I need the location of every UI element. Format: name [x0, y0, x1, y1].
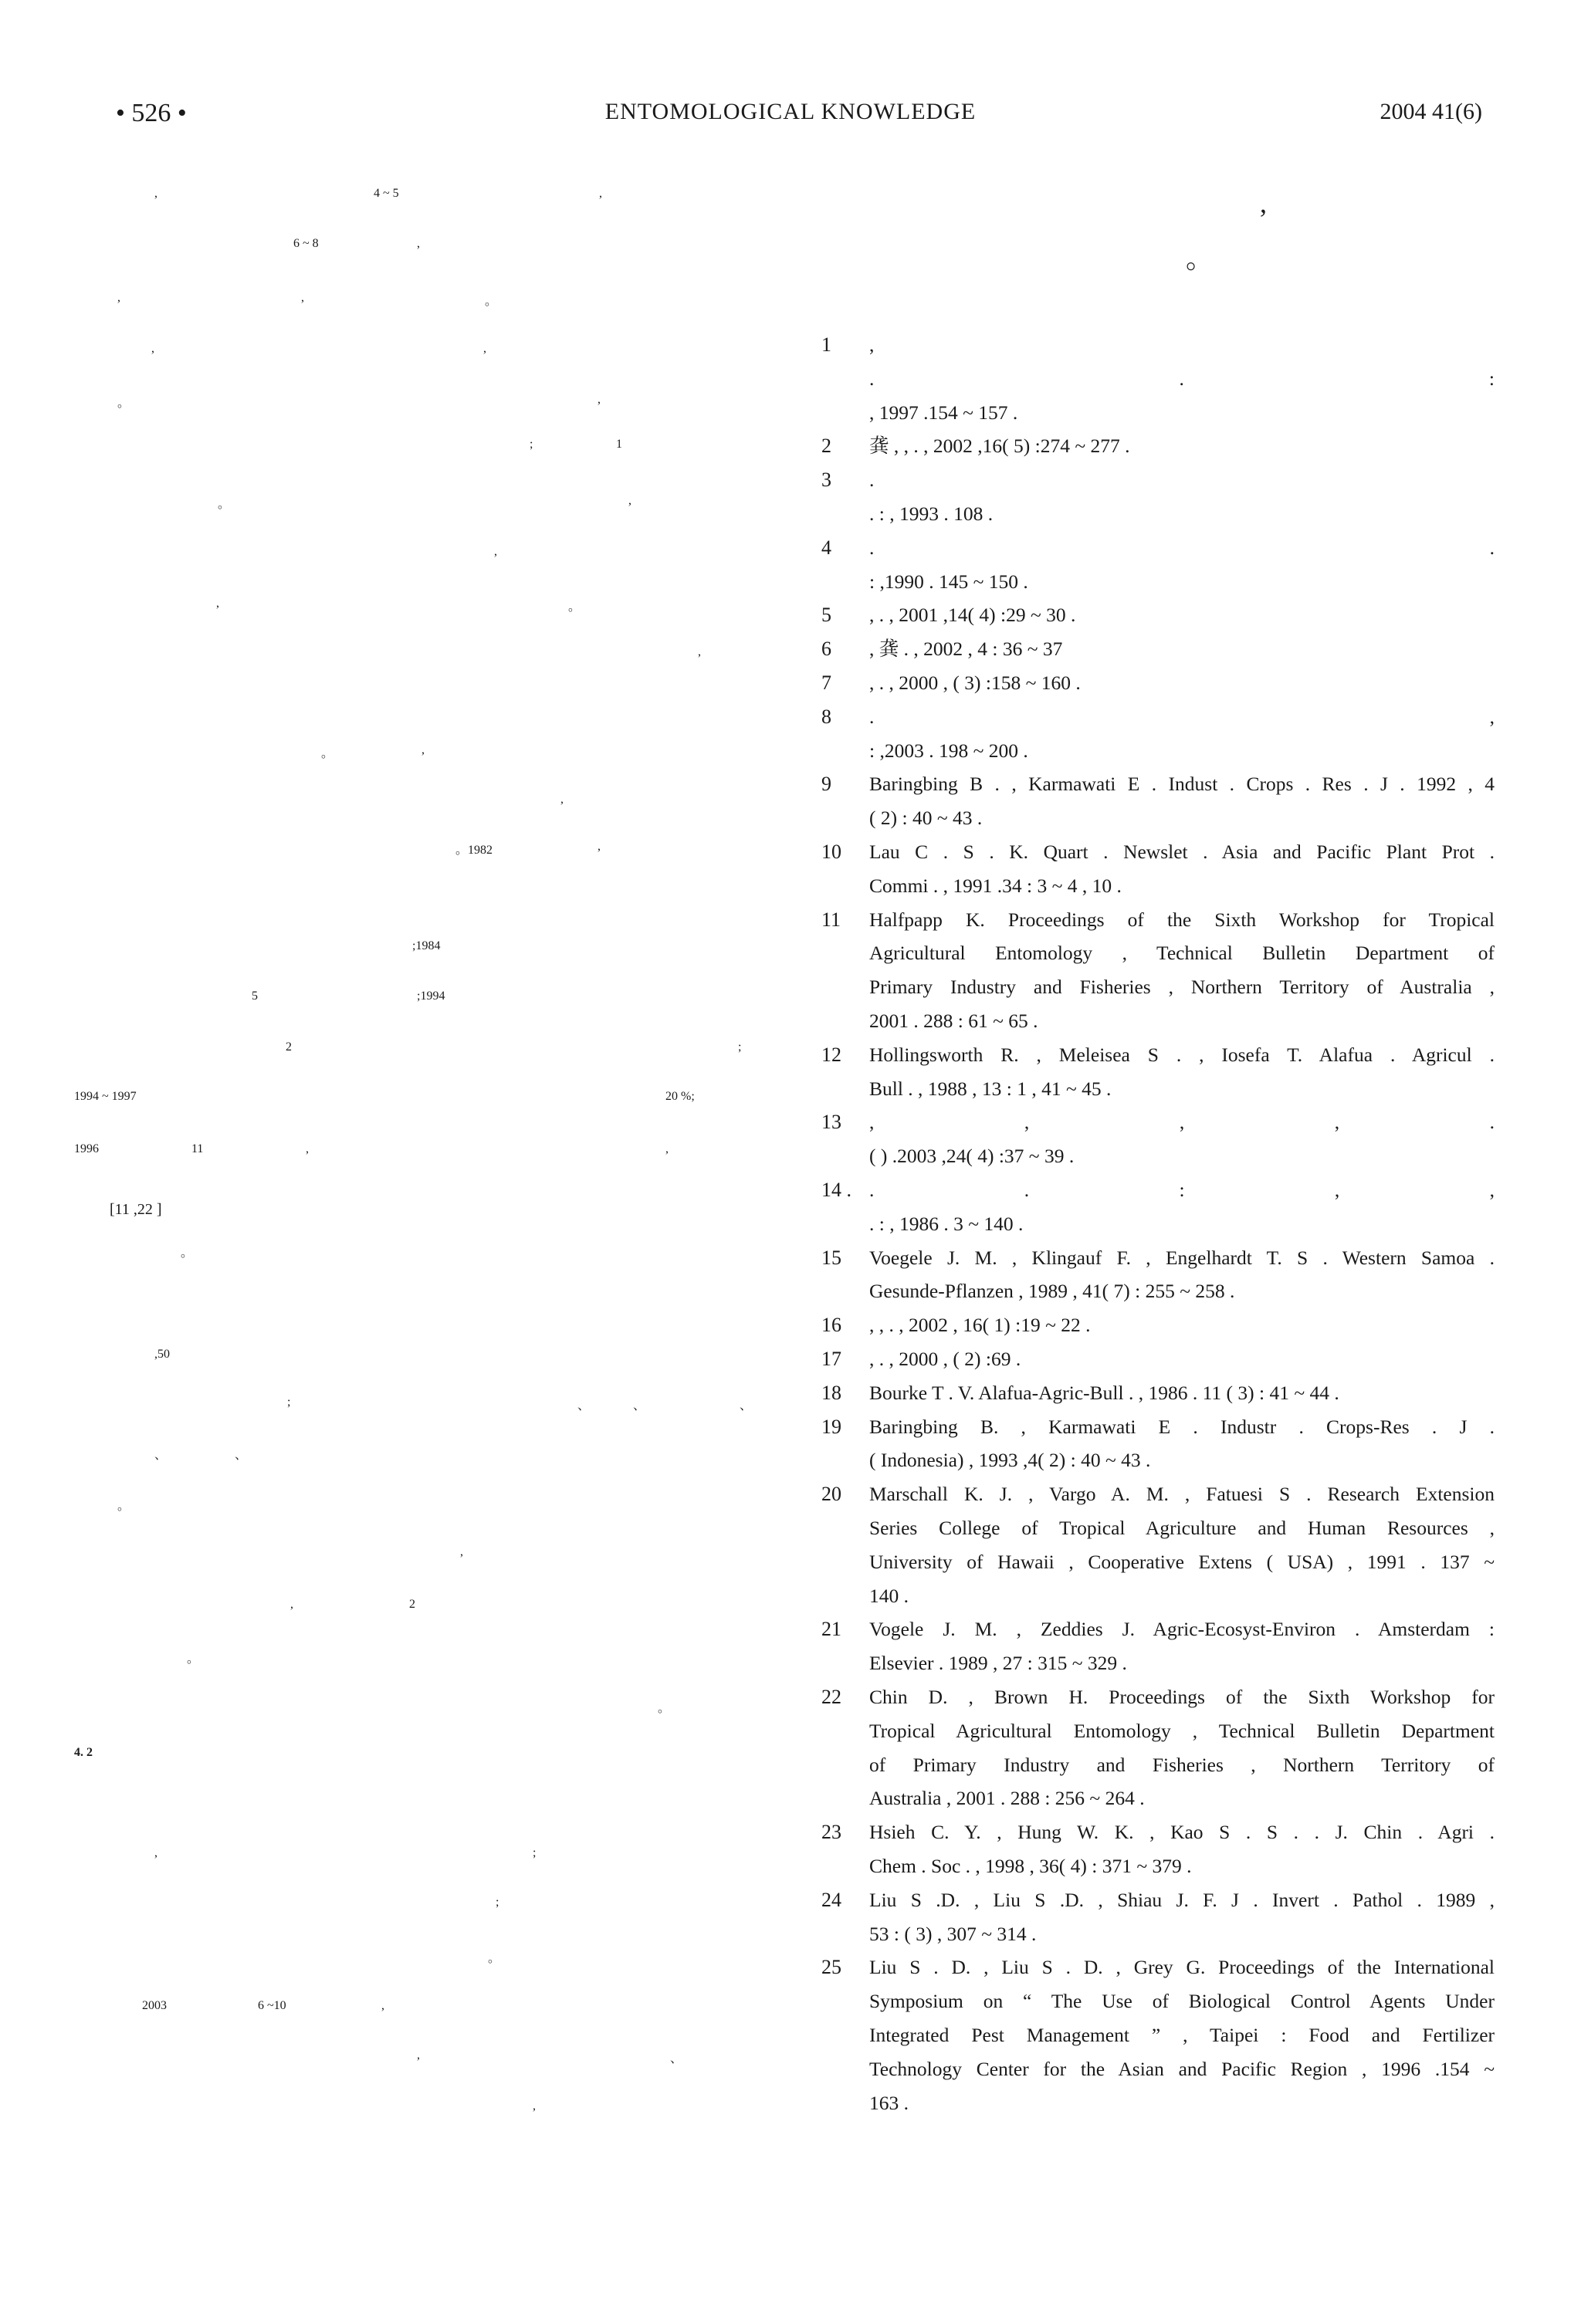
body-fragment: 1996: [74, 1142, 99, 1155]
body-fragment: 。: [187, 1653, 200, 1666]
body-fragment: 。1982: [455, 844, 493, 857]
reference-line: Primary Industry and Fisheries , Northern Territory of Australia ,: [869, 976, 1495, 999]
reference-line: : ,2003 . 198 ~ 200 .: [869, 739, 1028, 762]
reference-line: . . :: [869, 367, 1495, 390]
body-fragment: ,: [483, 342, 486, 355]
reference-line: , . , 2000 , ( 3) :158 ~ 160 .: [869, 671, 1081, 694]
reference-number: 25: [821, 1956, 841, 1979]
reference-line: Elsevier . 1989 , 27 : 315 ~ 329 .: [869, 1652, 1127, 1675]
body-fragment: ,: [628, 494, 631, 507]
reference-number: 20: [821, 1483, 841, 1506]
reference-line: University of Hawaii , Cooperative Extens ( USA) , 1991 . 137 ~: [869, 1550, 1495, 1573]
body-fragment: 2003: [142, 1999, 167, 2012]
body-fragment: 5: [252, 989, 258, 1003]
body-fragment: ;1994: [417, 989, 445, 1003]
reference-number: 16: [821, 1314, 841, 1337]
reference-line: Hsieh C. Y. , Hung W. K. , Kao S . S . . J. Chin . Agri .: [869, 1821, 1495, 1844]
body-fragment: ,: [421, 743, 425, 756]
body-fragment: ,: [698, 645, 701, 658]
reference-line: , . , 2000 , ( 2) :69 .: [869, 1348, 1021, 1370]
body-fragment: 、: [154, 1449, 168, 1462]
body-fragment: 。: [117, 397, 130, 410]
reference-number: 15: [821, 1246, 841, 1269]
reference-line: Chem . Soc . , 1998 , 36( 4) : 371 ~ 379 .: [869, 1855, 1192, 1877]
reference-number: 2: [821, 435, 831, 458]
body-fragment: ,: [417, 237, 420, 250]
reference-number: 21: [821, 1618, 841, 1641]
reference-line: Tropical Agricultural Entomology , Technical Bulletin Department: [869, 1719, 1495, 1742]
reference-line: Integrated Pest Management ” , Taipei : Food and Fertilizer: [869, 2024, 1495, 2046]
body-fragment: 。: [485, 295, 498, 308]
reference-number: 13: [821, 1111, 841, 1134]
reference-line: , , , , .: [869, 1111, 1495, 1134]
reference-number: 22: [821, 1686, 841, 1708]
body-fragment: ,: [216, 597, 219, 610]
body-fragment: ,50: [154, 1348, 170, 1361]
body-fragment: ,: [598, 393, 601, 406]
reference-line: . .: [869, 536, 1495, 559]
citation-marker: [11 ,22 ]: [110, 1201, 162, 1218]
reference-line: 龚 , , . , 2002 ,16( 5) :274 ~ 277 .: [869, 435, 1130, 458]
body-fragment: ,: [417, 2048, 420, 2062]
reference-number: 11: [821, 908, 841, 931]
reference-line: Lau C . S . K. Quart . Newslet . Asia and Pacific Plant Prot .: [869, 841, 1495, 863]
body-fragment: ,: [117, 291, 120, 304]
body-fragment: 6 ~ 8: [293, 237, 319, 250]
body-fragment: ;: [496, 1896, 499, 1909]
body-fragment: ;: [738, 1040, 742, 1054]
reference-number: 6: [821, 638, 831, 661]
body-fragment: ,: [151, 342, 154, 355]
body-fragment: 。: [117, 1500, 130, 1513]
body-fragment: 1994 ~ 1997: [74, 1090, 137, 1103]
reference-line: : ,1990 . 145 ~ 150 .: [869, 570, 1028, 593]
reference-number: 17: [821, 1348, 841, 1370]
reference-line: , 龚 . , 2002 , 4 : 36 ~ 37: [869, 638, 1063, 661]
body-fragment: ,: [460, 1545, 463, 1558]
reference-number: 14 .: [821, 1179, 851, 1201]
reference-number: 23: [821, 1821, 841, 1844]
reference-line: Liu S . D. , Liu S . D. , Grey G. Proceedings of the International: [869, 1956, 1495, 1979]
reference-line: , 1997 .154 ~ 157 .: [869, 401, 1018, 424]
reference-line: Hollingsworth R. , Meleisea S . , Iosefa T. Alafua . Agricul .: [869, 1043, 1495, 1066]
reference-line: Vogele J. M. , Zeddies J. Agric-Ecosyst-Environ . Amsterdam :: [869, 1618, 1495, 1641]
body-fragment: ,: [494, 545, 497, 558]
journal-title: ENTOMOLOGICAL KNOWLEDGE: [604, 99, 977, 124]
body-fragment: ,: [560, 793, 564, 806]
reference-line: 2001 . 288 : 61 ~ 65 .: [869, 1010, 1038, 1032]
page-header: [0, 99, 1581, 133]
body-fragment: 2: [286, 1040, 292, 1054]
reference-line: 163 .: [869, 2091, 909, 2114]
reference-line: , . , 2001 ,14( 4) :29 ~ 30 .: [869, 604, 1076, 627]
body-fragment: 、: [670, 2052, 683, 2065]
body-fragment: 、: [235, 1449, 248, 1462]
body-fragment: ;1984: [412, 939, 441, 952]
reference-line: ( ) .2003 ,24( 4) :37 ~ 39 .: [869, 1145, 1075, 1168]
issue-info: 2004 41(6): [1380, 99, 1482, 124]
reference-number: 9: [821, 773, 831, 796]
reference-line: ( 2) : 40 ~ 43 .: [869, 807, 983, 830]
section-heading: 4. 2: [74, 1746, 93, 1759]
body-fragment: ,: [599, 187, 602, 200]
reference-line: Gesunde-Pflanzen , 1989 , 41( 7) : 255 ~ 258 .: [869, 1280, 1235, 1303]
reference-line: of Primary Industry and Fisheries , Northern Territory of: [869, 1753, 1495, 1776]
body-fragment: 。: [321, 747, 334, 760]
reference-line: Baringbing B . , Karmawati E . Indust . Crops . Res . J . 1992 , 4: [869, 773, 1495, 796]
reference-number: 8: [821, 705, 831, 728]
reference-number: 7: [821, 671, 831, 694]
reference-line: , , . , 2002 , 16( 1) :19 ~ 22 .: [869, 1314, 1091, 1337]
reference-line: Bourke T . V. Alafua-Agric-Bull . , 1986 . 11 ( 3) : 41 ~ 44 .: [869, 1381, 1339, 1404]
reference-number: 19: [821, 1415, 841, 1438]
body-fragment: ,: [290, 1598, 293, 1611]
body-fragment: ;: [533, 1846, 537, 1859]
reference-number: 1: [821, 333, 831, 356]
reference-line: Symposium on “ The Use of Biological Control Agents Under: [869, 1990, 1495, 2013]
reference-line: Technology Center for the Asian and Pacific Region , 1996 .154 ~: [869, 2057, 1495, 2080]
reference-line: Commi . , 1991 .34 : 3 ~ 4 , 10 .: [869, 874, 1122, 897]
reference-line: . . : , ,: [869, 1179, 1495, 1201]
reference-line: Halfpapp K. Proceedings of the Sixth Workshop for Tropical: [869, 908, 1495, 931]
body-fragment: 。: [181, 1247, 194, 1260]
body-fragment: 。: [568, 600, 581, 614]
reference-line: Marschall K. J. , Vargo A. M. , Fatuesi S . Research Extension: [869, 1483, 1495, 1506]
reference-line: . ,: [869, 705, 1495, 728]
body-fragment: 1: [616, 438, 622, 451]
reference-number: 18: [821, 1381, 841, 1404]
body-fragment: ;: [530, 438, 533, 451]
body-fragment: 、: [633, 1399, 646, 1412]
body-fragment: ,: [1260, 188, 1267, 218]
reference-line: . : , 1993 . 108 .: [869, 502, 994, 525]
reference-line: Baringbing B. , Karmawati E . Industr . Crops-Res . J .: [869, 1415, 1495, 1438]
reference-line: Series College of Tropical Agriculture and Human Resources ,: [869, 1517, 1495, 1539]
body-fragment: ,: [381, 1999, 384, 2012]
reference-line: Liu S .D. , Liu S .D. , Shiau J. F. J . Invert . Pathol . 1989 ,: [869, 1888, 1495, 1911]
body-fragment: ,: [665, 1142, 669, 1155]
reference-number: 5: [821, 604, 831, 627]
reference-number: 4: [821, 536, 831, 559]
body-fragment: 6 ~10: [258, 1999, 286, 2012]
body-fragment: 2: [409, 1598, 415, 1611]
body-fragment: 、: [740, 1399, 753, 1412]
body-fragment: ,: [533, 2099, 536, 2113]
reference-line: ,: [869, 333, 875, 356]
body-fragment: ,: [154, 1846, 157, 1859]
body-fragment: 。: [658, 1702, 671, 1715]
reference-line: 140 .: [869, 1584, 909, 1607]
reference-line: . : , 1986 . 3 ~ 140 .: [869, 1212, 1024, 1235]
page-number: • 526 •: [116, 99, 187, 127]
body-fragment: 。: [218, 498, 231, 511]
body-fragment: ,: [301, 291, 304, 304]
reference-line: Voegele J. M. , Klingauf F. , Engelhardt T. S . Western Samoa .: [869, 1246, 1495, 1269]
body-fragment: 。: [488, 1952, 501, 1965]
reference-line: Australia , 2001 . 288 : 256 ~ 264 .: [869, 1787, 1145, 1810]
reference-line: .: [869, 469, 875, 492]
reference-line: Bull . , 1988 , 13 : 1 , 41 ~ 45 .: [869, 1077, 1112, 1100]
reference-line: Chin D. , Brown H. Proceedings of the Sixth Workshop for: [869, 1686, 1495, 1708]
body-fragment: 。: [1186, 243, 1214, 274]
reference-number: 24: [821, 1888, 841, 1911]
reference-line: Agricultural Entomology , Technical Bulletin Department of: [869, 942, 1495, 965]
reference-number: 12: [821, 1043, 841, 1066]
body-fragment: 、: [577, 1399, 591, 1412]
reference-line: 53 : ( 3) , 307 ~ 314 .: [869, 1922, 1037, 1945]
body-fragment: ,: [306, 1142, 309, 1155]
reference-number: 3: [821, 469, 831, 492]
body-fragment: 4 ~ 5: [374, 187, 399, 200]
reference-number: 10: [821, 841, 841, 863]
body-fragment: 20 %;: [665, 1090, 695, 1103]
reference-line: ( Indonesia) , 1993 ,4( 2) : 40 ~ 43 .: [869, 1449, 1151, 1472]
body-fragment: ;: [287, 1395, 291, 1409]
body-fragment: 11: [191, 1142, 204, 1155]
body-fragment: ,: [154, 187, 157, 200]
body-fragment: ,: [598, 840, 601, 853]
